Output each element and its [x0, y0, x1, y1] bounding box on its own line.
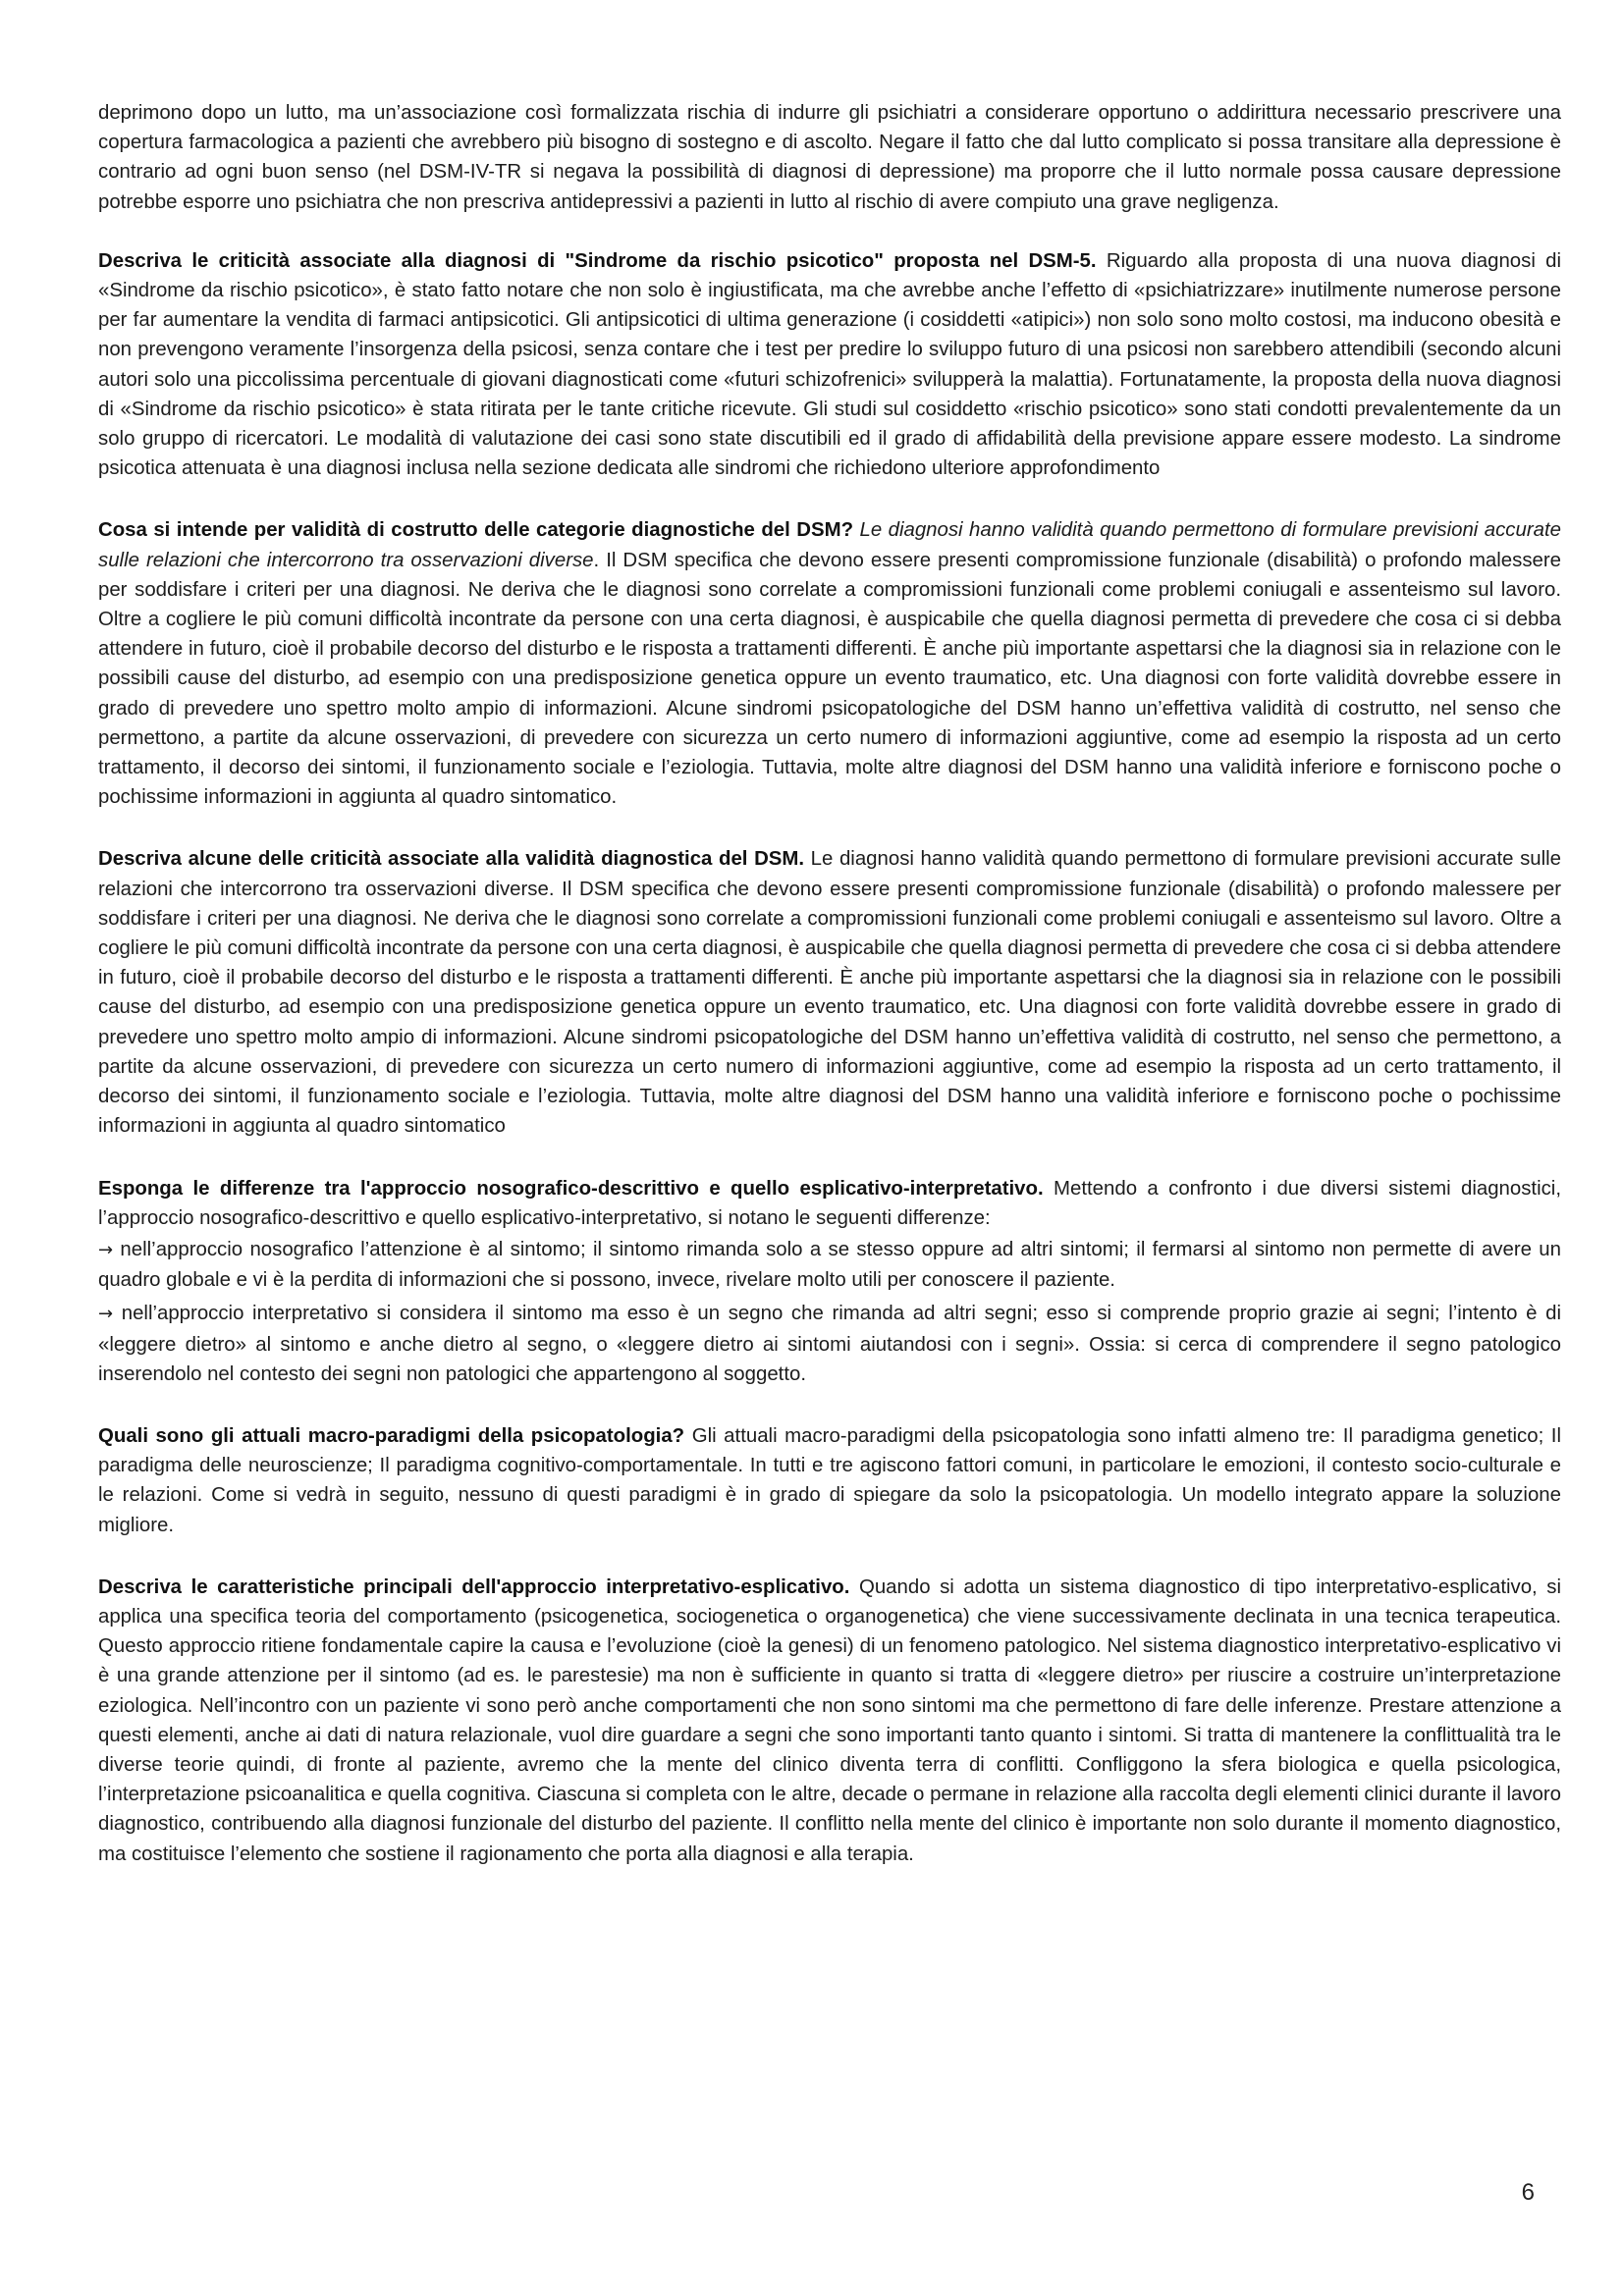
- interpretativo-paragraph: [98, 1573, 1561, 1869]
- rischio-psicotico-question: Descriva le criticità associate alla diagnosi di "Sindrome da rischio psicotico" proposta nel DSM-5.: [98, 249, 1097, 272]
- validita-costrutto-italic: Le diagnosi hanno validità quando permettono di formulare previsioni accurate sulle relazioni che intercorrono tra osservazioni diverse: [98, 519, 1561, 571]
- paradigmi-paragraph: [98, 1421, 1561, 1540]
- paradigmi-answer: Gli attuali macro-paradigmi della psicopatologia sono infatti almeno tre: Il paradigma genetico; Il paradigma delle neuroscienze; Il paradigma cognitivo-comportamentale. In tutti e tre agiscono fattori comuni, in particolare le emozioni, il contesto socio-culturale e le relazioni. Come si vedrà in seguito, nessuno di questi paradigmi è in grado di spiegare da solo la psicopatologia. Un modello integrato appare la soluzione migliore.: [98, 1424, 1561, 1536]
- arrow-right-icon: →: [98, 1239, 114, 1260]
- interpretativo-question: Descriva le caratteristiche principali dell'approccio interpretativo-esplicativo.: [98, 1575, 850, 1598]
- interpretativo-answer: Quando si adotta un sistema diagnostico di tipo interpretativo-esplicativo, si applica una specifica teoria del comportamento (psicogenetica, sociogenetica o organogenetica) che viene successivamente declinata in una tecnica terapeutica. Questo approccio ritiene fondamentale capire la causa e l’evoluzione (cioè la genesi) di un fenomeno patologico. Nel sistema diagnostico interpretativo-esplicativo vi è una grande attenzione per il sintomo (ad es. le parestesie) ma non è sufficiente in quanto si tratta di «leggere dietro» per riuscire a costruire un’interpretazione eziologica. Nell’incontro con un paziente vi sono però anche comportamenti che non sono sintomi ma che permettono di fare delle inferenze. Prestare attenzione a questi elementi, anche ai dati di natura relazionale, vuol dire guardare a segni che sono importanti tanto quanto i sintomi. Si tratta di mantenere la conflittualità tra le diverse teorie quindi, di fronte al paziente, avremo che la mente del clinico diventa terra di conflitti. Confliggono la sfera biologica e quella psicologica, l’interpretazione psicoanalitica e quella cognitiva. Ciascuna si completa con le altre, decade o permane in relazione alla raccolta degli elementi clinici durante il lavoro diagnostico, contribuendo alla diagnosi funzionale del disturbo del paziente. Il conflitto nella mente del clinico è importante non solo durante il momento diagnostico, ma costituisce l’elemento che sostiene il ragionamento che porta alla diagnosi e alla terapia.: [98, 1575, 1562, 1865]
- approcci-item-nosografico: [98, 1235, 1561, 1295]
- validita-costrutto-answer: . Il DSM specifica che devono essere presenti compromissione funzionale (disabilità) o profondo malessere per soddisfare i criteri per una diagnosi. Ne deriva che le diagnosi sono correlate a compromissioni funzionali come problemi coniugali e assenteismo sul lavoro. Oltre a cogliere le più comuni difficoltà incontrate da persone con una certa diagnosi, è auspicabile che quella diagnosi permetta di prevedere che cosa ci si debba attendere in futuro, cioè il probabile decorso del disturbo e le risposta a trattamenti differenti. È anche più importante aspettarsi che la diagnosi sia in relazione con le possibili cause del disturbo, ad esempio con una predisposizione genetica oppure un evento traumatico, etc. Una diagnosi con forte validità dovrebbe essere in grado di prevedere uno spettro molto ampio di informazioni. Alcune sindromi psicopatologiche del DSM hanno un’effettiva validità di costrutto, nel senso che permettono, a partite da alcune osservazioni, di prevedere con sicurezza un certo numero di informazioni aggiuntive, come ad esempio la risposta ad un certo trattamento, il decorso dei sintomi, il funzionamento sociale e l’eziologia. Tuttavia, molte altre diagnosi del DSM hanno una validità inferiore e forniscono poche o pochissime informazioni in aggiunta al quadro sintomatico.: [98, 549, 1562, 809]
- approcci-item-interpretativo-text: nell’approccio interpretativo si considera il sintomo ma esso è un segno che rimanda ad altri segni; esso si comprende proprio grazie ai segni; l’intento è di «leggere dietro» al sintomo e anche dietro al segno, o «leggere dietro ai sintomi aiutandosi con i segni». Ossia: si cerca di comprendere il segno patologico inserendolo nel contesto dei segni non patologici che appartengono al soggetto.: [98, 1303, 1561, 1385]
- approcci-paragraph: [98, 1174, 1561, 1389]
- validita-diagnostica-question: Descriva alcune delle criticità associate alla validità diagnostica del DSM.: [98, 848, 805, 871]
- document-page: [98, 98, 1561, 1901]
- validita-costrutto-paragraph: [98, 515, 1561, 812]
- rischio-psicotico-answer: Riguardo alla proposta di una nuova diagnosi di «Sindrome da rischio psicotico», è stato fatto notare che non solo è ingiustificata, ma che avrebbe anche l’effetto di «psichiatrizzare» inutilmente numerose persone per far aumentare la vendita di farmaci antipsicotici. Gli antipsicotici di ultima generazione (i cosiddetti «atipici») non solo sono molto costosi, ma inducono obesità e non prevengono veramente l’insorgenza della psicosi, senza contare che i test per predire lo sviluppo futuro di una psicosi non sarebbero attendibili (secondo alcuni autori solo una piccolissima percentuale di giovani diagnosticati come «futuri schizofrenici» svilupperà la malattia). Fortunatamente, la proposta della nuova diagnosi di «Sindrome da rischio psicotico» è stata ritirata per le tante critiche ricevute. Gli studi sul cosiddetto «rischio psicotico» sono stati condotti prevalentemente da un solo gruppo di ricercatori. Le modalità di valutazione dei casi sono state discutibili ed il grado di affidabilità della previsione appare essere modesto. La sindrome psicotica attenuata è una diagnosi inclusa nella sezione dedicata alle sindromi che richiedono ulteriore approfondimento: [98, 249, 1562, 480]
- arrow-right-icon: →: [98, 1304, 114, 1325]
- approcci-item-interpretativo: [98, 1299, 1561, 1389]
- validita-costrutto-question: Cosa si intende per validità di costrutto delle categorie diagnostiche del DSM?: [98, 519, 854, 542]
- approcci-question: Esponga le differenze tra l'approccio nosografico-descrittivo e quello esplicativo-interpretativo.: [98, 1177, 1044, 1200]
- intro-text: deprimono dopo un lutto, ma un’associazione così formalizzata rischia di indurre gli psichiatri a considerare opportuno o addirittura necessario prescrivere una copertura farmacologica a pazienti che avrebbero più bisogno di sostegno e di ascolto. Negare il fatto che dal lutto complicato si possa transitare alla depressione è contrario ad ogni buon senso (nel DSM-IV-TR si negava la possibilità di diagnosi di depressione) ma proporre che il lutto normale possa causare depressione potrebbe esporre uno psichiatra che non prescriva antidepressivi a pazienti in lutto al rischio di avere compiuto una grave negligenza.: [98, 102, 1561, 213]
- validita-diagnostica-paragraph: [98, 844, 1561, 1141]
- paradigmi-question: Quali sono gli attuali macro-paradigmi della psicopatologia?: [98, 1424, 685, 1447]
- validita-diagnostica-answer: Le diagnosi hanno validità quando permettono di formulare previsioni accurate sulle relazioni che intercorrono tra osservazioni diverse. Il DSM specifica che devono essere presenti compromissione funzionale (disabilità) o profondo malessere per soddisfare i criteri per una diagnosi. Ne deriva che le diagnosi sono correlate a compromissioni funzionali come problemi coniugali e assenteismo sul lavoro. Oltre a cogliere le più comuni difficoltà incontrate da persone con una certa diagnosi, è auspicabile che quella diagnosi permetta di prevedere che cosa ci si debba attendere in futuro, cioè il probabile decorso del disturbo e le risposta a trattamenti differenti. È anche più importante aspettarsi che la diagnosi sia in relazione con le possibili cause del disturbo, ad esempio con una predisposizione genetica oppure un evento traumatico, etc. Una diagnosi con forte validità dovrebbe essere in grado di prevedere uno spettro molto ampio di informazioni. Alcune sindromi psicopatologiche del DSM hanno un’effettiva validità di costrutto, nel senso che permettono, a partite da alcune osservazioni, di prevedere con sicurezza un certo numero di informazioni aggiuntive, come ad esempio la risposta ad un certo trattamento, il decorso dei sintomi, il funzionamento sociale e l’eziologia. Tuttavia, molte altre diagnosi del DSM hanno una validità inferiore e forniscono poche o pochissime informazioni in aggiunta al quadro sintomatico: [98, 848, 1562, 1138]
- page-number: 6: [1521, 2179, 1535, 2206]
- intro-paragraph: [98, 98, 1561, 217]
- rischio-psicotico-paragraph: [98, 246, 1561, 484]
- approcci-item-nosografico-text: nell’approccio nosografico l’attenzione è al sintomo; il sintomo rimanda solo a se stesso oppure ad altri sintomi; il fermarsi al sintomo non permette di avere un quadro globale e vi è la perdita di informazioni che si possono, invece, rivelare molto utili per conoscere il paziente.: [98, 1238, 1561, 1292]
- approcci-answer: Mettendo a confronto i due diversi sistemi diagnostici, l’approccio nosografico-descrittivo e quello esplicativo-interpretativo, si notano le seguenti differenze:: [98, 1177, 1562, 1229]
